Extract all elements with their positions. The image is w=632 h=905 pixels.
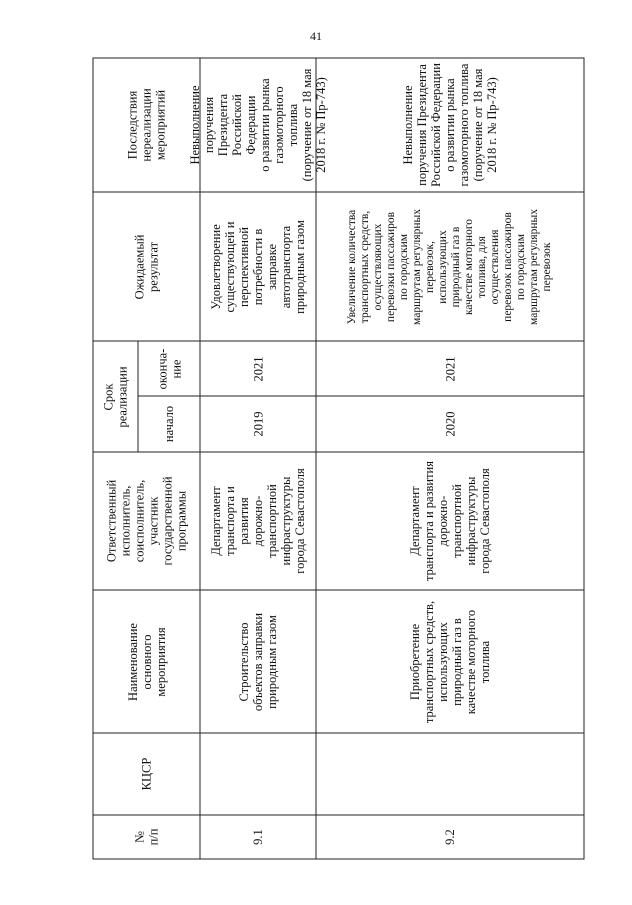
header-kcsr: КЦСР	[139, 757, 154, 791]
row-9-2-name: Приобретение транспортных средств, использующих природный газ в качестве моторного топлива	[408, 600, 492, 723]
header-consequences: Последствия нереализации мероприятий	[125, 88, 168, 162]
row-9-2-responsible: Департамент транспорта и развития дорожно- транспортной инфраструктуры города Севастополя	[407, 460, 492, 582]
row-9-1-name: Строительство объектов заправки природным газом	[237, 612, 279, 711]
header-end: оконча- ние	[155, 348, 183, 389]
header-start: начало	[161, 405, 176, 443]
row-9-1-result: Удовлетворение существующей и перспективной потребности в заправке автотранспорта природным газом	[209, 219, 307, 314]
row-9-1-end: 2021	[251, 356, 265, 381]
header-result: Ожидаемый результат	[132, 234, 161, 299]
header-name: Наименование основного мероприятия	[125, 622, 168, 701]
row-9-2-start: 2020	[443, 411, 457, 437]
row-9-1-responsible: Департамент транспорта и развития дорожно- транспортной инфраструктуры города Севастополя	[209, 468, 307, 574]
page-number: 41	[310, 29, 322, 43]
header-period: Срок реализации	[101, 365, 130, 428]
row-9-2-num: 9.2	[443, 829, 457, 845]
row-9-1-consequences: Невыполнение поручения Президента Российской Федерации о развитии рынка газомоторного топлива (поручение от 18 мая 2018 г. № Пр-743)	[188, 68, 328, 182]
row-9-1-start: 2019	[251, 411, 265, 437]
header-responsible: Ответственный исполнитель, соисполнитель, участник государственной программы	[104, 476, 189, 566]
header-num: № п/п	[132, 828, 161, 846]
row-9-2-result: Увеличение количества транспортных средств, осуществляющих перевозки пассажиров по городским маршрутам регулярных перевозок, использующих природный газ в качестве моторного топлива, для осуществления перевозок пассажиров по городским маршрутам регулярных перевозок	[346, 208, 553, 325]
row-9-2-kcsr	[316, 733, 584, 815]
row-9-2-end: 2021	[443, 356, 457, 381]
row-9-1-kcsr	[200, 733, 316, 815]
row-9-2-consequences: Невыполнение поручения Президента Российской Федерации о развитии рынка газомоторного топлива (поручение от 18 мая 2018 г. № Пр-743)	[400, 63, 499, 187]
row-9-1-num: 9.1	[251, 829, 265, 845]
